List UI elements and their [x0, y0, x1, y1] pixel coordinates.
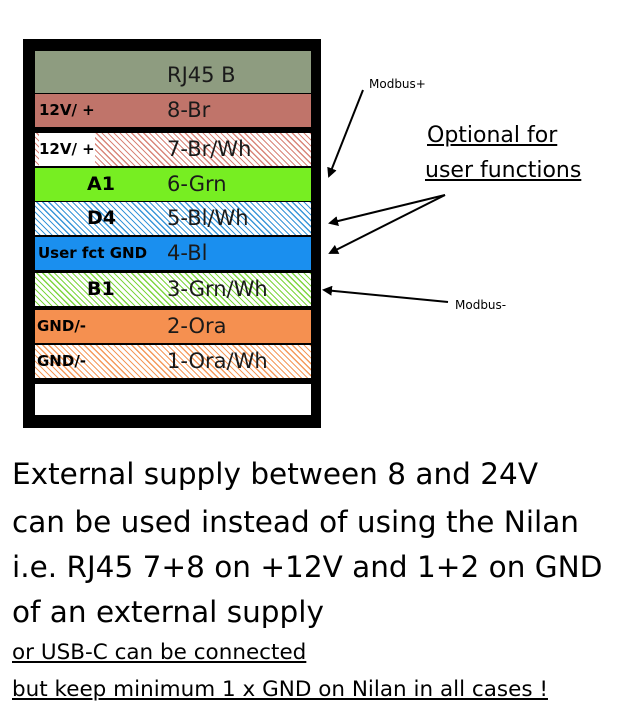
- note-line-5: or USB-C can be connected: [12, 640, 307, 665]
- pin-row-1: [35, 345, 311, 378]
- pin-row-7: [35, 133, 311, 166]
- pin-row-4: [35, 237, 311, 270]
- optional-line-2: user functions: [425, 158, 582, 183]
- modbus-plus-label: Modbus+: [369, 77, 426, 91]
- pin-2-function: GND/-: [37, 317, 87, 335]
- pin-1-label: 1-Ora/Wh: [167, 349, 268, 373]
- optional-arrow-gnd: [330, 195, 445, 253]
- pin-8-function: 12V/ +: [39, 101, 95, 119]
- header-row: [35, 51, 311, 93]
- modbus-minus-label: Modbus-: [455, 298, 507, 312]
- pin-5-label: 5-Bl/Wh: [167, 206, 249, 230]
- pin-6-function: A1: [87, 173, 115, 195]
- pin-8-label: 8-Br: [167, 98, 211, 122]
- note-line-4: of an external supply: [12, 595, 324, 629]
- pin-5-function: D4: [87, 207, 116, 229]
- modbus-minus-arrow: [324, 290, 448, 302]
- pin-row-8: [35, 94, 311, 127]
- modbus-plus-arrow: [329, 90, 363, 176]
- note-line-3: i.e. RJ45 7+8 on +12V and 1+2 on GND: [12, 550, 603, 584]
- pin-3-label: 3-Grn/Wh: [167, 277, 268, 301]
- pin-row-2: [35, 310, 311, 343]
- empty-row: [35, 384, 311, 415]
- pin-row-3: [35, 273, 311, 306]
- pin-2-label: 2-Ora: [167, 314, 227, 338]
- note-line-1: External supply between 8 and 24V: [12, 457, 539, 491]
- note-line-6: but keep minimum 1 x GND on Nilan in all cases !: [12, 677, 548, 702]
- note-line-2: can be used instead of using the Nilan: [12, 505, 579, 539]
- optional-arrow-d4: [330, 195, 445, 223]
- optional-line-1: Optional for: [427, 123, 558, 148]
- pin-row-5: [35, 202, 311, 235]
- pin-3-function: B1: [87, 278, 115, 300]
- pin-row-6: [35, 168, 311, 201]
- header-label: RJ45 B: [167, 63, 236, 87]
- pin-6-label: 6-Grn: [167, 172, 227, 196]
- pin-7-label: 7-Br/Wh: [167, 137, 252, 161]
- pin-7-function: 12V/ +: [39, 133, 95, 166]
- pin-4-function: User fct GND: [38, 244, 148, 262]
- pin-4-label: 4-Bl: [167, 241, 208, 265]
- pin-1-function: GND/-: [37, 352, 87, 370]
